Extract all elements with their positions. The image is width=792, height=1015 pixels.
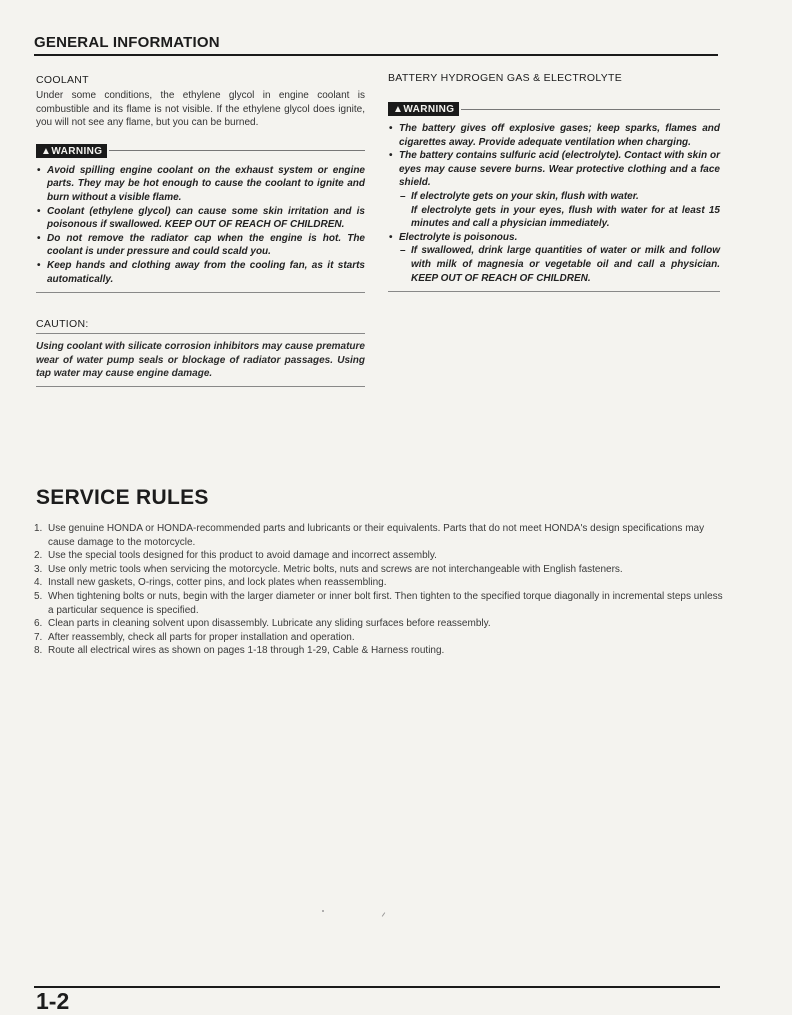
caution-section (36, 318, 365, 387)
list-item (34, 576, 724, 590)
rule-number: 4. (34, 577, 43, 589)
battery-warning-header (388, 102, 720, 116)
warning-rule (109, 150, 365, 151)
battery-item-1: The battery gives off explosive gases; keep sparks, flames and cigarettes away. Provide adequate ventilation when charging. (399, 123, 720, 148)
list-item (388, 122, 720, 149)
rule-number: 6. (34, 618, 43, 630)
caution-label: CAUTION: (36, 318, 89, 331)
warning-end-rule (36, 292, 365, 293)
page-header-title: GENERAL INFORMATION (34, 34, 220, 51)
rule-text: Install new gaskets, O-rings, cotter pins, and lock plates when reassembling. (48, 577, 387, 589)
warning-end-rule (388, 291, 720, 292)
list-item (34, 563, 724, 577)
list-item: • Do not remove the radiator cap when the engine is hot. The coolant is under pressure and could scald you. (36, 232, 365, 259)
footer-rule (34, 986, 720, 988)
sub-item (399, 204, 720, 231)
warning-triangle-icon: ▲ (41, 145, 52, 157)
list-item (34, 522, 724, 549)
rule-number: 1. (34, 523, 43, 534)
caution-text: Using coolant with silicate corrosion inhibitors may cause premature wear of water pump seals or blockage of radiator passages. Using tap water may cause engine damage. (36, 341, 365, 380)
scan-speck (322, 910, 324, 912)
scan-speck (382, 912, 386, 917)
list-item (34, 644, 724, 658)
list-item (388, 231, 720, 285)
caution-end-rule (36, 386, 365, 387)
rule-text: Use genuine HONDA or HONDA-recommended parts and lubricants or their equivalents. Parts that do not meet HONDA's design specifications may cause damage to the motorcycle. (48, 523, 705, 548)
list-item: • Keep hands and clothing away from the cooling fan, as it starts automatically. (36, 259, 365, 286)
warning-triangle-icon: ▲ (393, 104, 404, 115)
list-item: • Coolant (ethylene glycol) can cause some skin irritation and is poisonous if swallowed. KEEP OUT OF REACH OF CHILDREN. (36, 205, 365, 232)
caution-top-rule (36, 333, 365, 334)
rule-number: 3. (34, 563, 43, 575)
rule-text: Use the special tools designed for this product to avoid damage and incorrect assembly. (48, 550, 437, 562)
rule-number: 2. (34, 550, 43, 562)
rule-number: 7. (34, 631, 43, 643)
rule-number: 5. (34, 590, 43, 602)
rule-text: When tightening bolts or nuts, begin with the larger diameter or inner bolt first. Then tighten to the specified torque diagonally in incremental steps unless a particular sequence is specified. (48, 590, 723, 616)
left-column (36, 74, 365, 387)
rule-text: Route all electrical wires as shown on pages 1-18 through 1-29, Cable & Harness routing. (48, 645, 445, 657)
list-item (34, 549, 724, 563)
list-item (34, 631, 724, 645)
right-column (388, 72, 720, 292)
rule-text: Use only metric tools when servicing the motorcycle. Metric bolts, nuts and screws are not interchangeable with English fasteners. (48, 563, 623, 575)
battery-item-2: The battery contains sulfuric acid (electrolyte). Contact with skin or eyes may cause severe burns. Wear protective clothing and a face shield. (399, 150, 720, 189)
header-rule (34, 54, 718, 56)
coolant-warning-label: WARNING (51, 145, 103, 157)
list-item (34, 617, 724, 631)
coolant-body: Under some conditions, the ethylene glycol in engine coolant is combustible and its flame is not visible. If the ethylene glycol does ignite, you will not see any flame, but you can be burned. (36, 90, 365, 129)
list-item (34, 590, 724, 617)
battery-warning-label: WARNING (403, 104, 455, 115)
coolant-warning-list (36, 164, 365, 286)
warning-rule (461, 109, 720, 110)
rule-number: 8. (34, 645, 43, 657)
battery-item-3-sub-1: If swallowed, drink large quantities of water or milk and follow with milk of magnesia or vegetable oil and call a physician. KEEP OUT OF REACH OF CHILDREN. (411, 245, 720, 284)
sub-item: – If swallowed, drink large quantities of water or milk and follow with milk of magnesia or vegetable oil and call a physician. KEEP OUT OF REACH OF CHILDREN. (400, 245, 720, 284)
coolant-warning-header (36, 144, 365, 158)
rule-text: Clean parts in cleaning solvent upon disassembly. Lubricate any sliding surfaces before reassembly. (48, 618, 491, 630)
coolant-section (36, 74, 365, 293)
battery-item-2-sub-2: If electrolyte gets in your eyes, flush with water for at least 15 minutes and call a physician immediately. (411, 204, 720, 230)
service-rules-list (34, 522, 724, 658)
coolant-warning-badge (36, 144, 107, 158)
sub-item: – If electrolyte gets on your skin, flush with water. (400, 190, 639, 202)
coolant-heading: COOLANT (36, 74, 89, 86)
battery-warning-list (388, 122, 720, 285)
battery-warning-badge (388, 102, 459, 116)
list-item: • Avoid spilling engine coolant on the exhaust system or engine parts. They may be hot enough to cause the coolant to ignite and burn without a visible flame. (36, 164, 365, 205)
battery-item-2-sub-1: If electrolyte gets on your skin, flush with water. (411, 190, 639, 202)
rule-text: After reassembly, check all parts for proper installation and operation. (48, 631, 355, 643)
list-item (388, 149, 720, 231)
battery-item-3: Electrolyte is poisonous. (399, 231, 518, 243)
service-rules-title: SERVICE RULES (36, 486, 209, 509)
page-number: 1-2 (36, 988, 70, 1014)
battery-heading: BATTERY HYDROGEN GAS & ELECTROLYTE (388, 72, 623, 84)
